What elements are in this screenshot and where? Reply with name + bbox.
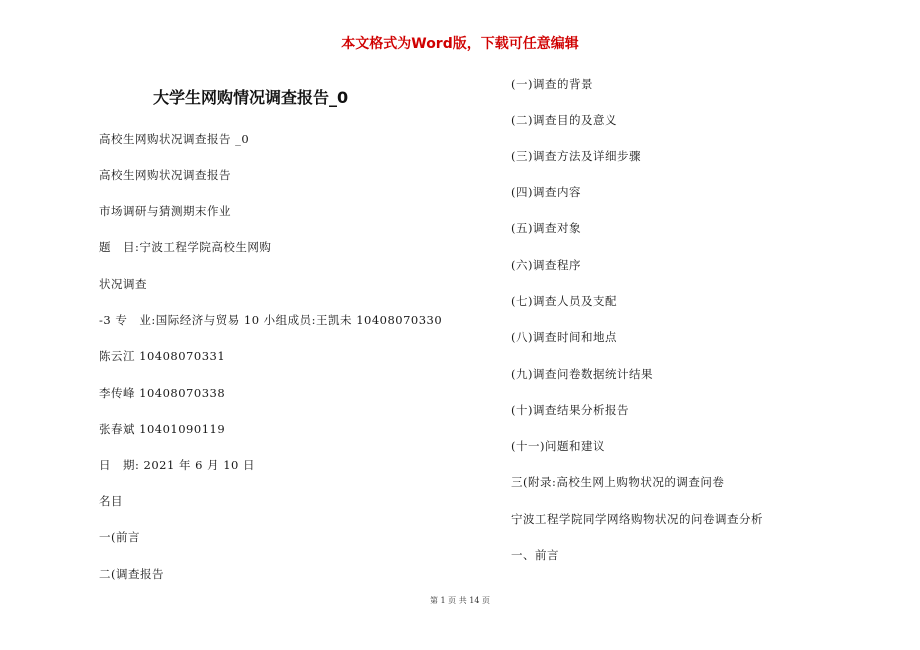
text-line: (二)调查目的及意义: [511, 113, 617, 127]
text-line: 陈云江 10408070331: [99, 349, 226, 363]
text-line: (五)调查对象: [511, 221, 581, 235]
text-line: 一、前言: [511, 548, 559, 562]
text-line: (四)调查内容: [511, 185, 581, 199]
text-line: 三(附录:高校生网上购物状况的调查问卷: [511, 475, 725, 489]
text-line: 二(调查报告: [99, 567, 164, 581]
page-number: 第 1 页 共 14 页: [430, 596, 490, 605]
text-line: (六)调查程序: [511, 258, 581, 272]
text-line: (三)调查方法及详细步骤: [511, 149, 641, 163]
text-line: 张春斌 10401090119: [99, 422, 226, 436]
text-line: (一)调查的背景: [511, 77, 593, 91]
text-line: 高校生网购状况调查报告: [99, 168, 231, 182]
download-banner: 本文格式为Word版，下载可任意编辑: [341, 36, 579, 52]
text-line: (十一)问题和建议: [511, 439, 605, 453]
text-line: 状况调查: [99, 277, 147, 291]
text-line: 高校生网购状况调查报告 _0: [99, 132, 250, 146]
text-line: 李传峰 10408070338: [99, 386, 226, 400]
text-line: 日 期: 2021 年 6 月 10 日: [99, 458, 256, 472]
text-line: (九)调查问卷数据统计结果: [511, 367, 653, 381]
text-line: -3 专 业:国际经济与贸易 10 小组成员:王凯未 10408070330: [99, 313, 443, 327]
text-line: (七)调查人员及支配: [511, 294, 617, 308]
text-line: 题 目:宁波工程学院高校生网购: [99, 240, 272, 254]
text-line: (八)调查时间和地点: [511, 330, 617, 344]
document-title: 大学生网购情况调查报告_0: [153, 88, 349, 107]
text-line: 名目: [99, 494, 123, 508]
text-line: 一(前言: [99, 530, 140, 544]
text-line: 宁波工程学院同学网络购物状况的问卷调查分析: [511, 512, 763, 526]
text-line: 市场调研与猜测期末作业: [99, 204, 231, 218]
text-line: (十)调查结果分析报告: [511, 403, 629, 417]
